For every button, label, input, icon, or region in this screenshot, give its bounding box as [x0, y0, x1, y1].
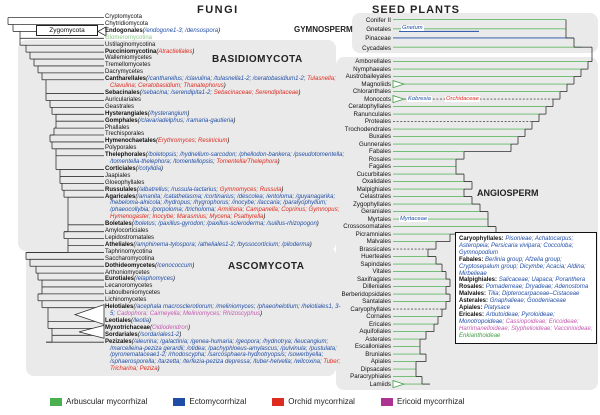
branch-annotation: Orchidaceae	[446, 95, 479, 102]
plant-taxon-row	[250, 306, 391, 314]
taxon-name: Crossosomatales	[343, 223, 391, 230]
plant-taxon-row	[250, 313, 391, 321]
lineage-segment: Tuber; Tricharina; Peziza	[110, 359, 341, 373]
mycorrhizal-lineages: (Atractiellales)	[156, 48, 195, 55]
taxon-name: Chytridiomycota	[105, 20, 149, 27]
taxon-name: Magnoliids	[361, 80, 391, 88]
angiosperm-taxa-list	[250, 58, 391, 388]
taxon-name: Pezizales	[105, 338, 132, 345]
infobox-line	[459, 298, 593, 305]
taxon-name: Monocots	[364, 95, 391, 103]
lineage-segment: /boletus; /paxillus-gyrodon; /paxillus-scleroderma; /suillus-rhizopogon	[133, 221, 317, 228]
legend-item	[50, 397, 147, 406]
plant-taxon-row	[250, 156, 391, 164]
taxon-name: Pinaceae	[365, 35, 391, 43]
taxon-name: Dipsacales	[360, 365, 391, 373]
mycorrhizal-lineages: (/clavariadelphus; /ramaria-gautieria)	[137, 117, 236, 124]
plant-taxon-row	[250, 148, 391, 156]
seed-plants-tree-title: SEED PLANTS	[372, 4, 461, 16]
plant-taxon-row	[250, 193, 391, 201]
taxon-name: Wallemiomycetes	[105, 55, 152, 62]
legend-item	[173, 397, 246, 406]
plant-taxon-row	[250, 58, 391, 66]
taxon-name: Cryptomycota	[105, 14, 143, 20]
lineage-segment: Oidiodendron	[152, 324, 189, 331]
taxon-name: Agaricales	[105, 193, 136, 200]
plant-taxon-row	[250, 66, 391, 74]
lineage-segment: /hysterangium	[149, 110, 188, 117]
mycorrhizal-lineages: (/albatrellus; /russula-lactarius; Gymnomyces; Russula)	[136, 186, 284, 193]
plant-taxon-row	[250, 88, 391, 96]
lineage-segment: Cadophora; Cairneyella; Meliniomyces; Rhizoscyphus	[116, 310, 261, 317]
taxon-name: Saxifragales	[356, 275, 391, 283]
plant-taxon-row	[250, 328, 391, 336]
mycorrhizal-lineages: (/sordariales1-2)	[137, 331, 182, 338]
lineage-segment: Tomentella/Thelephora	[216, 159, 278, 166]
plant-taxon-row	[250, 366, 391, 374]
taxon-name: Proteales	[364, 118, 391, 125]
plant-taxon-row	[250, 171, 391, 179]
lineage-segment: Gymnomyces; Russula	[219, 186, 282, 193]
taxon-name: Sebacinales	[105, 89, 140, 96]
taxa-list: Cassiopoideae; Ericoideae; Harrimanelloideae; Styphelioideae; Vaccinioideae;	[459, 318, 593, 332]
legend-label: Arbuscular mycorrhizal	[66, 397, 148, 406]
collapsed-clade-wedge	[393, 96, 404, 103]
legend-item	[272, 397, 355, 406]
mycorrhizal-lineages: (/hysterangium)	[147, 110, 190, 117]
lineage-segment: Erythromyces; Resinicium	[158, 138, 228, 145]
infobox-line	[459, 236, 593, 257]
infobox-line	[459, 305, 593, 312]
mycorrhizal-lineages: (/boletus; /paxillus-gyrodon; /paxillus-scleroderma; /suillus-rhizopogon)	[131, 221, 319, 228]
lineage-segment: /endogone1-3; /densospora	[144, 27, 219, 34]
taxa-list: Salicaceae; Uapaca; Poranthera	[498, 277, 586, 284]
taxon-name: Helotiales	[105, 304, 134, 311]
lineage-segment: /amphinema-tylospora; /atheliales1-2; /byssocorticium; /piloderma	[135, 241, 310, 248]
taxon-name: Malpighiales	[356, 185, 391, 193]
taxa-list: Tilia; Dipterocarpaceae–Cistaceae	[487, 291, 580, 298]
lineage-segment: /elaphomyces	[136, 276, 174, 283]
legend-color-swatch	[50, 398, 62, 406]
taxon-name: Hymenochaetales	[105, 138, 157, 145]
taxon-name: Tremellomycetes	[105, 62, 151, 69]
fungi-tree-title: FUNGI	[197, 4, 239, 16]
basidiomycota-clade-label: BASIDIOMYCOTA	[212, 54, 303, 66]
plant-taxon-row	[250, 231, 391, 239]
taxon-name: Amylocorticiales	[105, 228, 149, 235]
taxon-name: Fabales	[368, 148, 391, 155]
plant-taxon-row	[250, 321, 391, 329]
plant-taxon-row	[250, 103, 391, 111]
lineage-segment: /amanita; /catathelasma; /cortinarius; /descolea; /entoloma; /guyanagarika; /hebeloma-alnicola; /hydropus; /hygrophorus; /inocybe; /laccaria; /paralyophyllum; /phaeocollybia; /porpoloma; /tricholoma;	[110, 193, 336, 214]
taxon-name: Leotiales	[105, 317, 132, 324]
plant-taxon-row	[250, 291, 391, 299]
taxon-name: Conifer II	[365, 17, 391, 24]
lineage-segment: /albatrellus; /russula-lactarius;	[138, 186, 220, 193]
taxon-name: Fagales	[368, 163, 391, 170]
taxon-name: Geastrales	[105, 103, 135, 110]
lineage-segment: /cotylidia	[137, 165, 162, 172]
infobox-line	[459, 312, 593, 340]
taxon-name: Ceratophyllales	[348, 103, 391, 110]
infobox-line	[459, 277, 593, 284]
plant-taxon-row	[250, 253, 391, 261]
legend-color-swatch	[272, 398, 284, 406]
plant-taxon-row	[250, 336, 391, 344]
taxon-name: Cornales	[366, 313, 391, 320]
lineage-segment: /acephala macrosclerotiorum; /meliniomyces; /phaeohelotium; /helotiales1, 3-5;	[110, 304, 341, 317]
taxon-name: Gomphales	[105, 117, 138, 124]
mycorrhizal-lineages: (/elaphomyces)	[134, 276, 176, 283]
taxon-name: Jaapiales	[105, 172, 131, 179]
plant-taxon-row	[250, 351, 391, 359]
plant-taxon-row	[250, 81, 391, 89]
taxon-name: Lichinomycetes	[105, 297, 147, 304]
plant-taxon-row	[250, 186, 391, 194]
order-name: Malpighiales:	[459, 277, 499, 284]
infobox-line	[459, 284, 593, 291]
plant-taxon-row	[250, 238, 391, 246]
plant-taxon-row	[250, 261, 391, 269]
taxon-name: Berberidopsidales	[341, 290, 391, 298]
taxon-name: Endogonales	[105, 27, 143, 34]
plant-taxon-row	[250, 381, 391, 389]
taxon-name: Zygophyllales	[353, 200, 391, 208]
gymnosperm-taxa-list	[250, 16, 391, 53]
plant-taxon-row	[250, 246, 391, 254]
taxon-name: Taphrinomycotina	[105, 248, 153, 255]
taxon-name: Amborellales	[355, 58, 391, 65]
plant-taxon-row	[250, 178, 391, 186]
taxon-name: Russulales	[105, 186, 137, 193]
taxon-name: Chloranthales	[352, 88, 391, 95]
taxon-name: Arthoniomycetes	[105, 269, 150, 276]
taxon-name: Buxales	[368, 133, 391, 140]
angiosperm-clade-label: ANGIOSPERM	[477, 188, 539, 198]
taxon-name: Huerteales	[361, 253, 391, 260]
collapsed-clade-wedge	[393, 81, 404, 88]
zygomycota-box: Zygomycota	[36, 25, 98, 36]
order-name: Asterales:	[459, 298, 490, 305]
taxon-name: Ericales	[368, 320, 391, 328]
plant-taxon-row	[250, 44, 391, 53]
order-name: Rosales:	[459, 284, 486, 291]
lineage-segment: /leotia	[133, 317, 150, 324]
lineage-segment: /sordariales1-2	[139, 331, 180, 338]
lineage-segment: Tulasnella; Clavulina; Ceratobasidium; Thanatephorus	[110, 76, 336, 90]
taxon-name: Vitales	[372, 268, 391, 275]
lineage-segment: /aleurina; /galactinia; /genea-humaria; /geopora; /hydnotrya; /leucangium; /marcelleina-peziza gerardii; /otidea; /pachyphloeus-amylascus; /pulvinula; /pustulata; /pyronemataceae1-2; /rhodoscypha; /sarcosphaera-hydnotryopsis; /sowerbyella; /sphaerosporella; /tarzetta; /terfezia-peziza depressa; /tuber-helvella; /wilcoxina;	[110, 338, 337, 366]
plant-taxon-row	[250, 373, 391, 381]
taxon-name: Apiales	[370, 358, 391, 365]
mycorrhizal-lineages: (/aleurina; /galactinia; /genea-humaria; /geopora; /hydnotrya; /leucangium; /marcelleina-peziza gerardii; /otidea; /pachyphloeus-amylascus; /pulvinula; /pustulata; /pyronemataceae1-2; /rhodoscypha; /sarcosphaera-hydnotryopsis; /sowerbyella; /sphaerosporella; /tarzetta; /terfezia-peziza depressa; /tuber-helvella; /wilcoxina; Tuber; Tricharina; Peziza)	[110, 338, 341, 373]
plant-taxon-row	[250, 34, 391, 43]
mycorrhizal-lineages: (/amanita; /catathelasma; /cortinarius; /descolea; /entoloma; /guyanagarika; /hebeloma-alnicola; /hydropus; /hygrophorus; /inocybe; /laccaria; /paralyophyllum; /phaeocollybia; /porpoloma; /tricholoma; Armillaria; Campanella; Coprinus; Gymnopus; Hymenogaster; Inocybe; Marasmius; Mycena; Psathyrella)	[110, 193, 340, 221]
mycorrhizal-lineages: (/leotia)	[131, 317, 152, 324]
order-name: Fabales:	[459, 256, 486, 263]
taxon-name: Auriculariales	[105, 96, 142, 103]
taxon-name: Sordariales	[105, 331, 138, 338]
taxon-name: Bruniales	[365, 350, 391, 358]
mycorrhizal-lineages: (/amphinema-tylospora; /atheliales1-2; /byssocorticium; /piloderma)	[133, 241, 312, 248]
collapsed-clade-wedge	[393, 381, 404, 388]
ecm-host-plant-infobox	[455, 232, 597, 344]
taxon-name: Caryophyllales	[350, 305, 391, 313]
branch-annotation: Myrtaceae	[400, 215, 428, 222]
taxon-name: Gunnerales	[359, 140, 391, 148]
taxon-name: Dacrymycetes	[105, 69, 144, 76]
taxon-name: Nymphaeales	[353, 65, 391, 73]
taxon-name: Asterales	[365, 335, 391, 343]
taxon-name: Eurotiales	[105, 276, 135, 283]
taxon-name: Oxalidales	[362, 178, 391, 185]
plant-taxon-row	[250, 298, 391, 306]
lineage-segment: /clavariadelphus; /ramaria-gautieria	[139, 117, 234, 124]
plant-taxon-row	[250, 118, 391, 126]
taxon-name: Boletales	[105, 221, 132, 228]
taxon-name: Saccharomycotina	[105, 255, 155, 262]
taxon-name: Lamiids	[369, 380, 391, 388]
plant-taxon-row	[250, 163, 391, 171]
taxa-list: Enkianthoideae	[459, 332, 501, 339]
mycorrhizal-lineages: (/cantharellus; /clavulina; /tulasnella1-2; /ceratobasidium1-2; Tulasnella; Clavulina; Ceratobasidium; Thanatephorus)	[110, 76, 336, 90]
plant-taxon-row	[250, 126, 391, 134]
mycorrhizal-lineages: (/sebacina; /serendipita1-2; Sebacinaceae; Serendipitaceae)	[139, 89, 301, 96]
taxon-name: Escalloniales	[354, 343, 391, 350]
mycorrhizal-type-legend	[50, 397, 465, 406]
lineage-segment: /boletopsis; /hydnellum-sarcodon; /phellodon-bankera; /pseudotomentella; /tomentella-thelephora; /tomentellopsis;	[110, 152, 345, 166]
taxon-name: Picramniales	[355, 230, 391, 238]
taxon-name: Lecanoromycetes	[105, 283, 153, 290]
taxon-name: Myxotrichaceae	[105, 324, 151, 331]
taxon-name: Atheliales	[105, 241, 134, 248]
plant-taxon-row	[250, 133, 391, 141]
taxon-name: Laboulbeniomycetes	[105, 290, 161, 297]
mycorrhizal-lineages: (Erythromyces; Resinicium)	[156, 138, 230, 145]
lineage-segment: Atractiellales	[158, 48, 193, 55]
taxon-name: Cucurbitales	[356, 170, 391, 178]
order-name: Apiales:	[459, 305, 485, 312]
taxon-name: Dilleniales	[362, 283, 391, 290]
mycorrhizal-lineages: (/acephala macrosclerotiorum; /meliniomyces; /phaeohelotium; /helotiales1, 3-5; Cadophora; Cairneyella; Meliniomyces; Rhizoscyphus)	[110, 304, 341, 317]
plant-taxon-row	[250, 276, 391, 284]
plant-taxon-row	[250, 16, 391, 25]
plant-taxon-row	[250, 268, 391, 276]
lineage-segment: Sebacinaceae; Serendipitaceae	[213, 89, 299, 96]
taxon-name: Cantharellales	[105, 76, 147, 83]
legend-item	[381, 397, 465, 406]
plant-taxon-row	[250, 358, 391, 366]
plant-taxon-row	[250, 216, 391, 224]
taxon-name: Glomeromycotina	[105, 34, 153, 41]
taxon-name: Gnetales	[366, 26, 391, 34]
taxon-name: Lepidostromatales	[105, 235, 155, 241]
legend-label: Ericoid mycorrhizal	[396, 397, 465, 406]
order-name: Malvales:	[459, 291, 488, 298]
taxon-name: Trochodendrales	[344, 125, 391, 133]
plant-taxon-row	[250, 343, 391, 351]
taxon-name: Thelephorales	[105, 152, 146, 159]
legend-color-swatch	[173, 398, 185, 406]
plant-taxon-row	[250, 208, 391, 216]
taxon-name: Polyporales	[105, 145, 137, 152]
plant-taxon-row	[250, 73, 391, 81]
infobox-line	[459, 291, 593, 298]
taxon-name: Aquifoliales	[359, 328, 391, 335]
plant-taxon-row	[250, 141, 391, 149]
taxa-list: Pisonieae; Achatocarpus; Asteropeia; Persicaria vivipara; Coccoloba; Gymnopodium	[459, 236, 574, 256]
taxon-name: Phallales	[105, 124, 130, 131]
plant-taxon-row	[250, 283, 391, 291]
taxon-name: Santalales	[362, 298, 391, 305]
lineage-segment: /cenococcum	[157, 262, 193, 269]
branch-annotation: Kobresia	[408, 95, 431, 102]
plant-taxon-row	[250, 223, 391, 231]
taxon-name: Paracryphiales	[350, 373, 391, 380]
mycorrhizal-lineages: (/cotylidia)	[135, 165, 164, 172]
taxa-list: Gnaphalieae; Goodeniaceae	[489, 298, 567, 305]
taxon-name: Sapindales	[360, 260, 391, 268]
collapsed-clade-wedge	[79, 325, 104, 338]
infobox-line	[459, 257, 593, 278]
taxon-name: Trechisporales	[105, 131, 145, 138]
taxa-list: Arbutoideae; Pyroloideae; Monotropoideae;	[459, 311, 555, 325]
branch-annotation: Gnetum	[402, 25, 423, 32]
lineage-segment: /cantharellus; /clavulina; /tulasnella1-2; /ceratobasidium1-2;	[148, 76, 308, 83]
mycorrhizal-lineages: (Oidiodendron)	[150, 324, 191, 331]
mycorrhizal-lineages: (/boletopsis; /hydnellum-sarcodon; /phellodon-bankera; /pseudotomentella; /tomentella-thelephora; /tomentellopsis; Tomentella/Thelephora)	[110, 152, 345, 166]
taxon-name: Myrtales	[367, 215, 391, 223]
plant-taxon-row	[250, 96, 391, 104]
legend-label: Ectomycorrhizal	[189, 397, 247, 406]
plant-taxon-row	[250, 201, 391, 209]
taxon-name: Rosales	[368, 155, 391, 163]
taxon-name: Corticiales	[105, 165, 136, 172]
legend-color-swatch	[381, 398, 393, 406]
mycorrhizal-lineages: (/endogone1-3; /densospora)	[142, 27, 221, 34]
taxon-name: Hysterangiales	[105, 110, 148, 117]
taxon-name: Dothideomycetes	[105, 262, 156, 269]
gymnosperm-clade-label: GYMNOSPERM	[294, 25, 353, 34]
taxon-name: Gloeophyllales	[105, 179, 145, 186]
taxon-name: Cycadales	[362, 44, 391, 52]
taxa-list: Pomaderreae; Dryadeae; Adenostoma	[485, 284, 589, 291]
taxon-name: Ranunculales	[353, 110, 391, 118]
order-name: Ericales:	[459, 311, 486, 318]
plant-taxon-row	[250, 25, 391, 34]
lineage-segment: Armillaria; Campanella; Coprinus; Gymnopus; Hymenogaster; Inocybe; Marasmius; Mycena; Psathyrella	[110, 207, 340, 221]
lineage-segment: /sebacina; /serendipita1-2;	[141, 89, 214, 96]
taxon-name: Celastrales	[360, 193, 391, 200]
ascomycota-clade-label: ASCOMYCOTA	[228, 261, 305, 273]
taxa-list: Berlinia group; Afzelia group; Cryptosepalum group; Dicymbe; Acacia; Aldina; Mirbelieae	[459, 256, 586, 277]
taxon-name: Brassicales	[359, 245, 391, 253]
order-name: Caryophyllales:	[459, 236, 506, 242]
taxon-name: Geraniales	[361, 208, 391, 215]
taxon-name: Pucciniomycotina	[105, 48, 157, 55]
taxon-name: Ustilaginomycotina	[105, 41, 156, 48]
taxon-name: Malvales	[366, 238, 391, 245]
taxon-name: Austrobaileyales	[345, 73, 391, 80]
taxa-list: Platysace	[484, 305, 511, 312]
mycorrhizal-lineages: (/cenococcum)	[155, 262, 195, 269]
legend-label: Orchid mycorrhizal	[288, 397, 355, 406]
plant-taxon-row	[250, 111, 391, 119]
